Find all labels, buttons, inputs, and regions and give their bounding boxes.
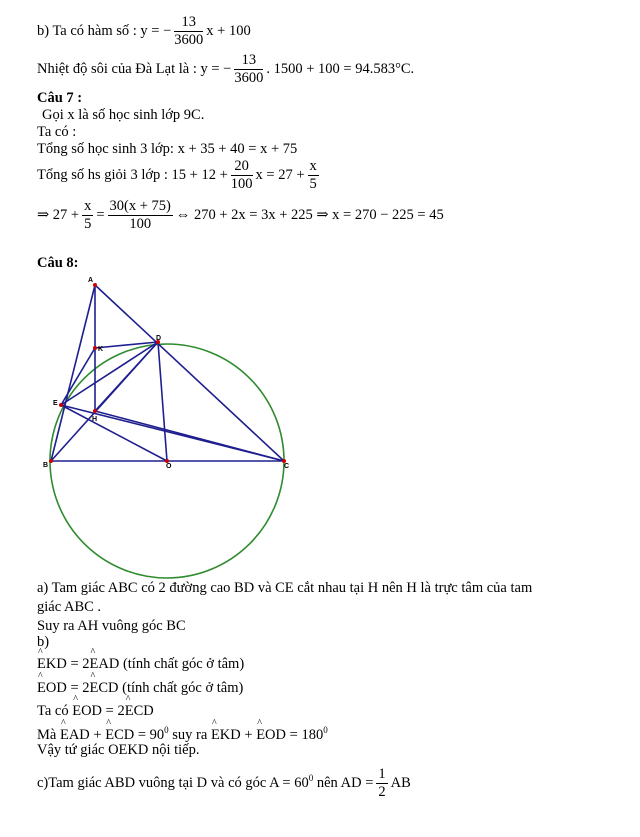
fraction-numerator: 30(x + 75) [109, 198, 171, 214]
text: (tính chất góc ở tâm) [119, 656, 245, 672]
boiling-text: Nhiệt độ sôi của Đà Lạt là : y = − [37, 60, 232, 77]
cau8-b5: Vậy tứ giác OEKD nội tiếp. [37, 742, 200, 758]
fraction-denominator: 100 [230, 176, 253, 192]
label-c: C [284, 463, 290, 470]
label-e: E [53, 400, 58, 407]
label-o: O [166, 463, 172, 470]
text: = 90 [134, 726, 165, 743]
label-k: K [98, 346, 104, 353]
points [49, 283, 286, 463]
cau7-title: Câu 7 : [37, 90, 83, 106]
angle-ekd: ^ EKD [37, 656, 67, 672]
fraction-denominator: 2 [378, 784, 386, 800]
text: AB [390, 774, 411, 791]
cau8-title: Câu 8: [37, 255, 79, 271]
text: + [89, 726, 106, 743]
segment-ab [51, 285, 98, 461]
cau8-a1: a) Tam giác ABC có 2 đường cao BD và CE cắt nhau tại H nên H là trực tâm của tam [37, 580, 533, 596]
point-h [93, 409, 97, 413]
cau8-b-label: b) [37, 634, 50, 650]
text: suy ra [168, 726, 211, 743]
fraction-denominator: 5 [309, 176, 317, 192]
fraction-numerator: 13 [174, 14, 203, 32]
text: (tính chất góc ở tâm) [118, 680, 244, 696]
angle-ekd: ^ EKD [211, 727, 241, 743]
fraction-denominator: 5 [84, 216, 92, 232]
angle-eod: ^ EOD [256, 727, 286, 743]
angle-ead: ^ EAD [90, 656, 120, 672]
label-a: A [88, 277, 94, 284]
fraction-denominator: 3600 [234, 70, 264, 86]
fraction-numerator: x [309, 158, 317, 174]
point-a [93, 283, 97, 287]
function-tail: x + 100 [206, 22, 251, 39]
label-h: H [92, 416, 98, 423]
label-d: D [156, 335, 162, 342]
cau7-line5-b: = [96, 206, 105, 223]
text: = 2 [102, 703, 125, 719]
function-text: b) Ta có hàm số : y = − [37, 22, 172, 39]
text: = 2 [66, 680, 90, 696]
segment-ac [95, 285, 284, 461]
fraction-numerator: 1 [378, 766, 386, 782]
angle-ecd: ^ ECD [105, 727, 134, 743]
cau8-b3 [37, 703, 154, 720]
cau8-b2 [37, 680, 243, 697]
text: = 180 [286, 726, 324, 743]
label-b: B [43, 462, 49, 469]
point-e [59, 403, 63, 407]
angle-eod: ^ EOD [72, 703, 102, 719]
fraction-numerator: 20 [231, 158, 253, 176]
segment-od [158, 342, 167, 461]
fraction [376, 766, 387, 801]
cau8-b4 [37, 725, 328, 744]
cau8-c [37, 766, 411, 801]
fraction-numerator: 13 [234, 52, 263, 70]
angle-ecd: ^ ECD [90, 680, 119, 696]
cau8-b1 [37, 656, 244, 673]
cau7-line4-a: Tổng số hs giỏi 3 lớp : 15 + 12 + [37, 166, 228, 183]
cau7-line1: Gọi x là số học sinh lớp 9C. [42, 107, 205, 123]
text: + [240, 726, 257, 743]
text: Ta có [37, 703, 73, 719]
text: = 2 [66, 656, 90, 672]
fraction-numerator: x [84, 198, 92, 214]
text: Mà [37, 726, 60, 743]
cau7-line5-c: ⇔ 270 + 2x = 3x + 225 ⇒ x = 270 − 225 = 45 [175, 206, 444, 223]
point-b [49, 459, 53, 463]
segment-ke [61, 348, 95, 405]
angle-eod: ^ EOD [37, 680, 67, 696]
fraction-denominator: 100 [129, 216, 152, 232]
cau7-line5-a: ⇒ 27 + [37, 206, 80, 223]
angle-ead: ^ EAD [60, 727, 90, 743]
point-k [93, 346, 97, 350]
cau7-line4-b: x = 27 + [255, 166, 305, 183]
superscript: 0 [323, 725, 328, 735]
triangle-lines [51, 285, 284, 461]
text: nên AD = [313, 774, 374, 791]
superscript: 0 [164, 725, 169, 735]
angle-ecd: ^ ECD [125, 703, 154, 719]
cau7-line2: Ta có : [37, 124, 77, 140]
cau7-line3: Tổng số học sinh 3 lớp: x + 35 + 40 = x + 75 [37, 141, 298, 157]
cau8-a3: Suy ra AH vuông góc BC [37, 618, 186, 634]
boiling-tail: . 1500 + 100 = 94.583°C. [266, 60, 415, 77]
segment-hc [95, 411, 284, 461]
fraction-denominator: 3600 [174, 32, 204, 48]
superscript: 0 [308, 773, 314, 783]
cau8-a2: giác ABC . [37, 599, 102, 615]
text: c)Tam giác ABD vuông tại D và có góc A = 60 [37, 774, 309, 791]
